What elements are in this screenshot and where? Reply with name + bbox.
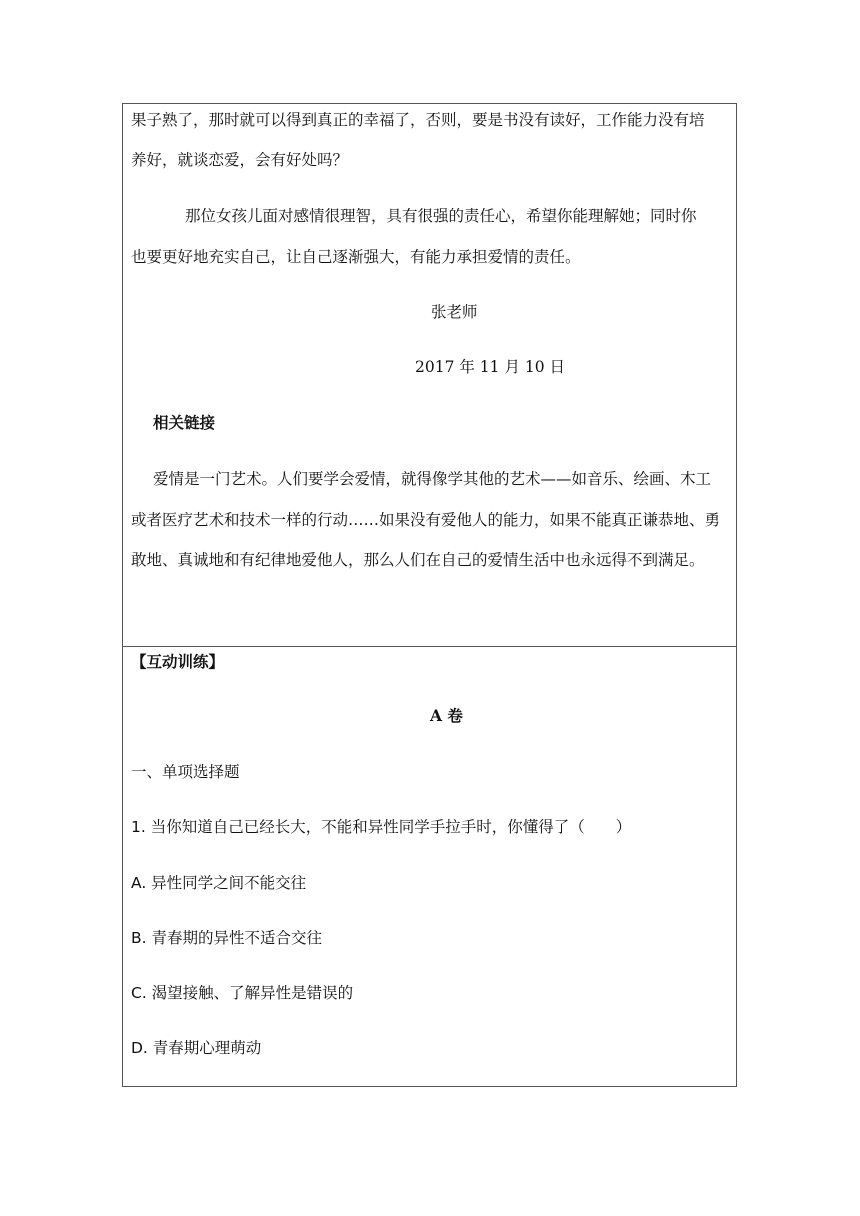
volume-title: A 卷 (430, 706, 463, 725)
related-line-1: 爱情是一门艺术。人们要学会爱情，就得像学其他的艺术——如音乐、绘画、木工 (153, 470, 712, 488)
option-c: C. 渴望接触、了解异性是错误的 (131, 984, 354, 1002)
related-line-2: 或者医疗艺术和技术一样的行动……如果没有爱他人的能力，如果不能真正谦恭地、勇 (131, 511, 721, 529)
section-title: 一、单项选择题 (131, 763, 240, 781)
letter-signature: 张老师 (431, 303, 478, 321)
table-row-divider (123, 646, 736, 647)
related-line-3: 敢地、真诚地和有纪律地爱他人，那么人们在自己的爱情生活中也永远得不到满足。 (131, 551, 705, 569)
related-heading: 相关链接 (153, 414, 216, 432)
letter-line-2: 养好，就谈恋爱，会有好处吗？ (131, 151, 349, 169)
letter-paragraph-2-line-2: 也要更好地充实自己，让自己逐渐强大，有能力承担爱情的责任。 (131, 248, 581, 266)
option-a: A. 异性同学之间不能交往 (131, 874, 307, 892)
letter-paragraph-2-line-1: 那位女孩儿面对感情很理智，具有很强的责任心，希望你能理解她；同时你 (185, 207, 697, 225)
question-1: 1. 当你知道自己已经长大，不能和异性同学手拉手时，你懂得了（ ） (131, 818, 632, 836)
letter-line-1: 果子熟了，那时就可以得到真正的幸福了，否则，要是书没有读好，工作能力没有培 (131, 111, 705, 129)
option-b: B. 青春期的异性不适合交往 (131, 929, 322, 947)
option-d: D. 青春期心理萌动 (131, 1039, 262, 1057)
letter-date: 2017 年 11 月 10 日 (415, 358, 566, 376)
training-heading: 【互动训练】 (131, 653, 225, 671)
